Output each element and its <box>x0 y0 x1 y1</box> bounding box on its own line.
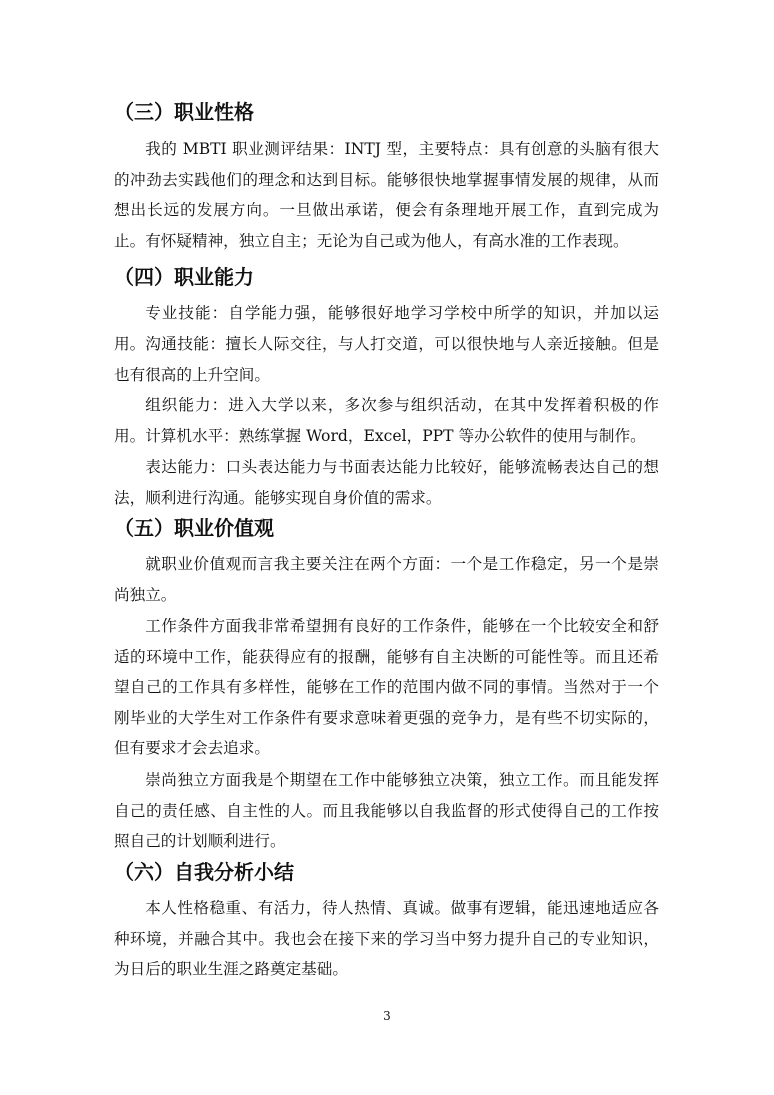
section-heading-summary: （六）自我分析小结 <box>114 860 294 884</box>
section-heading-ability: （四）职业能力 <box>114 265 254 289</box>
section-heading-values: （五）职业价值观 <box>114 516 274 540</box>
paragraph-computer-level: 计算机水平：熟练掌握 Word，Excel，PPT 等办公软件的使用与制作。 <box>145 427 646 445</box>
paragraph-work-conditions: 工作条件方面我非常希望拥有良好的工作条件，能够在一个比较安全和舒适的环境中工作，能获得应有的报酬，能够有自主决断的可能性等。而且还希望自己的工作具有多样性，能够在工作的范围内做不同的事情。当然对于一个刚毕业的大学生对工作条件有要求意味着更强的竞争力，是有些不切实际的，但有要求才会去追求。 <box>114 617 659 758</box>
section-heading-personality: （三）职业性格 <box>114 100 254 124</box>
paragraph-professional-skill: 专业技能：自学能力强，能够很好地学习学校中所学的知识，并加以运用。 <box>114 304 659 353</box>
paragraph-expression-ability: 表达能力：口头表达能力与书面表达能力比较好，能够流畅表达自己的想法，顺利进行沟通。能够实现自身价值的需求。 <box>114 458 659 507</box>
paragraph-mbti-result: 我的 MBTI 职业测评结果：INTJ 型，主要特点：具有创意的头脑有很大的冲劲去实践他们的理念和达到目标。能够很快地掌握事情发展的规律，从而想出长远的发展方向。一旦做出承诺，便会有条理地开展工作，直到完成为止。有怀疑精神，独立自主；无论为自己或为他人，有高水准的工作表现。 <box>114 140 659 250</box>
paragraph-values-intro: 就职业价值观而言我主要关注在两个方面：一个是工作稳定，另一个是崇尚独立。 <box>114 555 659 604</box>
paragraph-self-summary: 本人性格稳重、有活力，待人热情、真诚。做事有逻辑，能迅速地适应各种环境，并融合其中。我也会在接下来的学习当中努力提升自己的专业知识，为日后的职业生涯之路奠定基础。 <box>114 899 659 979</box>
paragraph-independence: 崇尚独立方面我是个期望在工作中能够独立决策，独立工作。而且能发挥自己的责任感、自主性的人。而且我能够以自我监督的形式使得自己的工作按照自己的计划顺利进行。 <box>114 771 659 851</box>
paragraph-communication-skill: 沟通技能：擅长人际交往，与人打交道，可以很快地与人亲近接触。但是也有很高的上升空间。 <box>114 335 659 384</box>
page-number: 3 <box>383 1009 391 1023</box>
paragraph-organization-ability: 组织能力：进入大学以来，多次参与组织活动，在其中发挥着积极的作用。 <box>114 396 659 445</box>
